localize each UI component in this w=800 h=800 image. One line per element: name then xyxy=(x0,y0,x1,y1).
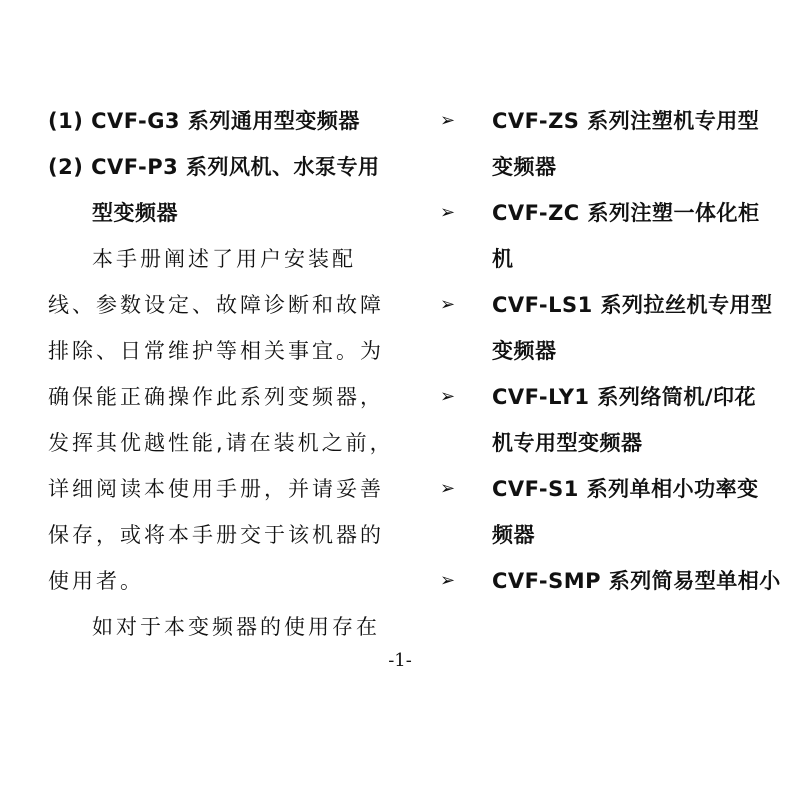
paragraph-line: 详细阅读本使用手册，并请妥善 xyxy=(48,477,384,501)
page-number: -1- xyxy=(388,650,412,671)
paragraph-line: 发挥其优越性能,请在装机之前， xyxy=(48,431,394,455)
list-item-1: (1) CVF-G3 系列通用型变频器 xyxy=(48,109,360,133)
product-name: CVF-LY1 系列络筒机/印花 xyxy=(492,385,756,409)
paragraph-line: 本手册阐述了用户安装配 xyxy=(92,247,356,271)
arrow-bullet-icon: ➢ xyxy=(440,570,456,591)
product-name-continued: 频器 xyxy=(492,523,535,547)
product-name-continued: 变频器 xyxy=(492,155,557,179)
paragraph-1 xyxy=(48,236,394,604)
list-item-2-continued: 型变频器 xyxy=(92,201,178,225)
product-name-continued: 变频器 xyxy=(492,339,557,363)
product-list-item xyxy=(440,282,780,374)
paragraph-line: 确保能正确操作此系列变频器， xyxy=(48,385,384,409)
product-list-item xyxy=(440,466,780,558)
arrow-bullet-icon: ➢ xyxy=(440,478,456,499)
product-name: CVF-ZC 系列注塑一体化柜 xyxy=(492,201,760,225)
product-list-item xyxy=(440,374,780,466)
paragraph-2: 如对于本变频器的使用存在 xyxy=(92,615,380,639)
arrow-bullet-icon: ➢ xyxy=(440,110,456,131)
left-column xyxy=(48,98,394,650)
paragraph-line: 线、参数设定、故障诊断和故障 xyxy=(48,293,384,317)
product-name: CVF-SMP 系列简易型单相小 xyxy=(492,569,781,593)
product-name: CVF-S1 系列单相小功率变 xyxy=(492,477,759,501)
product-name-continued xyxy=(440,604,780,650)
arrow-bullet-icon: ➢ xyxy=(440,294,456,315)
product-name: CVF-LS1 系列拉丝机专用型 xyxy=(492,293,773,317)
product-list-item xyxy=(440,558,780,650)
right-column xyxy=(440,98,780,650)
paragraph-line: 排除、日常维护等相关事宜。为 xyxy=(48,339,384,363)
product-name-continued: 机 xyxy=(492,247,514,271)
product-name: CVF-ZS 系列注塑机专用型 xyxy=(492,109,760,133)
product-list-item xyxy=(440,190,780,282)
paragraph-line: 保存，或将本手册交于该机器的 xyxy=(48,523,384,547)
paragraph-line: 使用者。 xyxy=(48,569,144,593)
arrow-bullet-icon: ➢ xyxy=(440,386,456,407)
arrow-bullet-icon: ➢ xyxy=(440,202,456,223)
list-item-2: (2) CVF-P3 系列风机、水泵专用 xyxy=(48,155,380,179)
product-list-item xyxy=(440,98,780,190)
product-name-continued: 机专用型变频器 xyxy=(492,431,643,455)
